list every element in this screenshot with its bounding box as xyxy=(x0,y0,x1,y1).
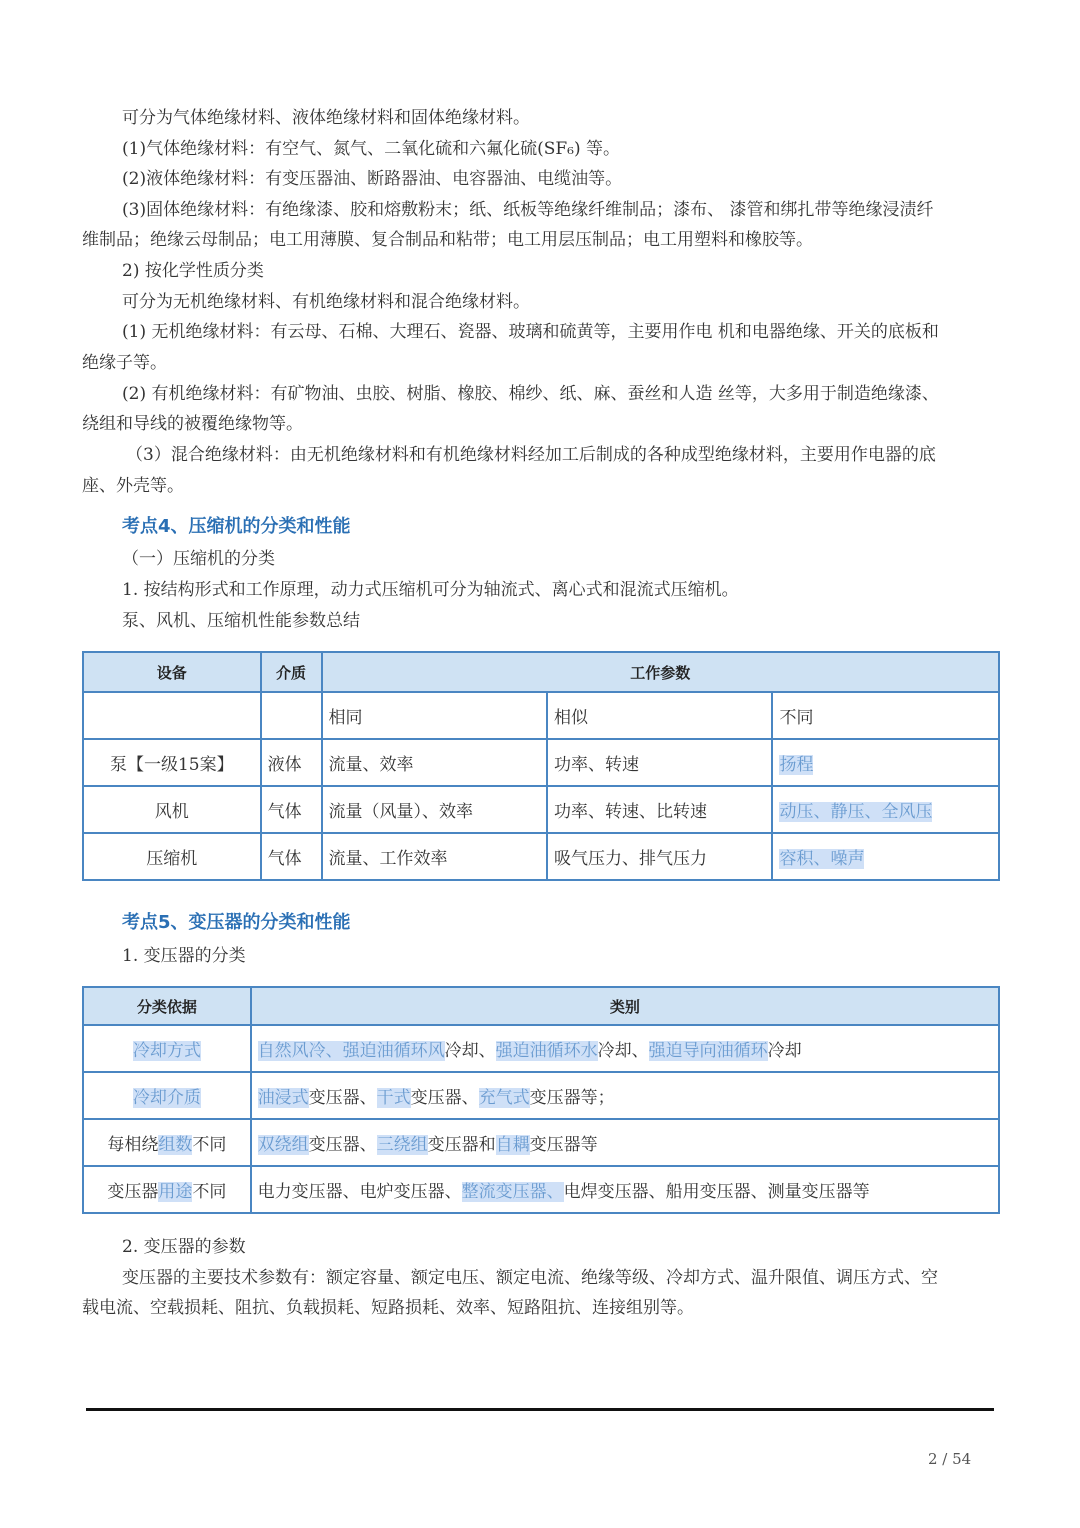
table-cell: 双绕组变压器、三绕组变压器和自耦变压器等 xyxy=(251,1119,999,1166)
paragraph: (1) 无机绝缘材料：有云母、石棉、大理石、瓷器、玻璃和硫黄等，主要用作电 机和电器绝缘、开关的底板和 xyxy=(122,322,939,342)
table-cell: 流量、效率 xyxy=(322,739,548,786)
table-cell: 泵【一级15案】 xyxy=(83,739,261,786)
paragraph: 座、外壳等。 xyxy=(82,476,184,496)
paragraph: （一）压缩机的分类 xyxy=(122,549,275,569)
transformer-classification-table xyxy=(82,986,1000,1214)
table-cell: 功率、转速、比转速 xyxy=(547,786,772,833)
table-cell: 变压器用途不同 xyxy=(83,1166,251,1213)
table-cell xyxy=(772,786,999,833)
highlighted-text: 动压、静压、全风压 xyxy=(779,802,933,822)
table-cell: 功率、转速 xyxy=(547,739,772,786)
table-cell: 气体 xyxy=(261,786,322,833)
section-heading: 考点5、变压器的分类和性能 xyxy=(122,912,351,933)
paragraph: 绕组和导线的被覆绝缘物等。 xyxy=(82,414,303,434)
performance-table xyxy=(82,651,1000,881)
table-cell: 自然风冷、强迫油循环风冷却、强迫油循环水冷却、强迫导向油循环冷却 xyxy=(251,1025,999,1072)
paragraph: 1. 按结构形式和工作原理，动力式压缩机可分为轴流式、离心式和混流式压缩机。 xyxy=(122,580,739,600)
table-cell xyxy=(772,833,999,880)
footer-divider xyxy=(86,1408,994,1411)
paragraph: 维制品；绝缘云母制品；电工用薄膜、复合制品和粘带；电工用层压制品；电工用塑料和橡胶等。 xyxy=(82,230,813,250)
table-cell: 不同 xyxy=(772,692,999,739)
paragraph: 可分为无机绝缘材料、有机绝缘材料和混合绝缘材料。 xyxy=(122,292,530,312)
table-cell: 电力变压器、电炉变压器、整流变压器、电焊变压器、船用变压器、测量变压器等 xyxy=(251,1166,999,1213)
table-cell xyxy=(261,692,322,739)
table-cell: 冷却方式 xyxy=(83,1025,251,1072)
table-caption: 泵、风机、压缩机性能参数总结 xyxy=(122,611,360,631)
table-cell: 吸气压力、排气压力 xyxy=(547,833,772,880)
table-row xyxy=(83,1025,999,1072)
page-number: 2 / 54 xyxy=(928,1450,972,1468)
table-cell: 相似 xyxy=(547,692,772,739)
table-cell xyxy=(83,692,261,739)
paragraph: (1)气体绝缘材料：有空气、氮气、二氧化硫和六氟化硫(SF₆) 等。 xyxy=(122,139,621,159)
table-row xyxy=(83,786,999,833)
table-header: 设备 xyxy=(83,652,261,692)
table-cell: 流量（风量）、效率 xyxy=(322,786,548,833)
table-header: 分类依据 xyxy=(83,987,251,1025)
highlighted-text: 容积、噪声 xyxy=(779,849,865,869)
table-row xyxy=(83,1166,999,1213)
table-row xyxy=(83,833,999,880)
table-cell: 流量、工作效率 xyxy=(322,833,548,880)
table-row xyxy=(83,1072,999,1119)
section-subtitle: 2) 按化学性质分类 xyxy=(122,261,264,281)
paragraph: 载电流、空载损耗、阻抗、负载损耗、短路损耗、效率、短路阻抗、连接组别等。 xyxy=(82,1298,694,1318)
paragraph: 2. 变压器的参数 xyxy=(122,1237,246,1257)
paragraph: （3）混合绝缘材料：由无机绝缘材料和有机绝缘材料经加工后制成的各种成型绝缘材料，主要用作电器的底 xyxy=(126,445,936,465)
table-row xyxy=(83,739,999,786)
table-cell: 每相绕组数不同 xyxy=(83,1119,251,1166)
paragraph: (2)液体绝缘材料：有变压器油、断路器油、电容器油、电缆油等。 xyxy=(122,169,623,189)
table-cell: 冷却介质 xyxy=(83,1072,251,1119)
table-cell: 相同 xyxy=(322,692,548,739)
table-cell: 油浸式变压器、干式变压器、充气式变压器等； xyxy=(251,1072,999,1119)
table-header: 工作参数 xyxy=(322,652,999,692)
table-cell: 压缩机 xyxy=(83,833,261,880)
table-cell xyxy=(772,739,999,786)
highlighted-text: 扬程 xyxy=(779,755,814,775)
table-cell: 液体 xyxy=(261,739,322,786)
table-row xyxy=(83,1119,999,1166)
table-header: 类别 xyxy=(251,987,999,1025)
paragraph: 1. 变压器的分类 xyxy=(122,946,246,966)
table-header: 介质 xyxy=(261,652,322,692)
paragraph: 变压器的主要技术参数有：额定容量、额定电压、额定电流、绝缘等级、冷却方式、温升限值、调压方式、空 xyxy=(122,1268,938,1288)
paragraph: (2) 有机绝缘材料：有矿物油、虫胶、树脂、橡胶、棉纱、纸、麻、蚕丝和人造 丝等，大多用于制造绝缘漆、 xyxy=(122,384,939,404)
table-cell: 风机 xyxy=(83,786,261,833)
section-heading: 考点4、压缩机的分类和性能 xyxy=(122,516,351,537)
table-cell: 气体 xyxy=(261,833,322,880)
paragraph: (3)固体绝缘材料：有绝缘漆、胶和熔敷粉末；纸、纸板等绝缘纤维制品；漆布、 漆管和绑扎带等绝缘浸渍纤 xyxy=(122,200,934,220)
paragraph: 绝缘子等。 xyxy=(82,353,167,373)
paragraph: 可分为气体绝缘材料、液体绝缘材料和固体绝缘材料。 xyxy=(122,108,530,128)
